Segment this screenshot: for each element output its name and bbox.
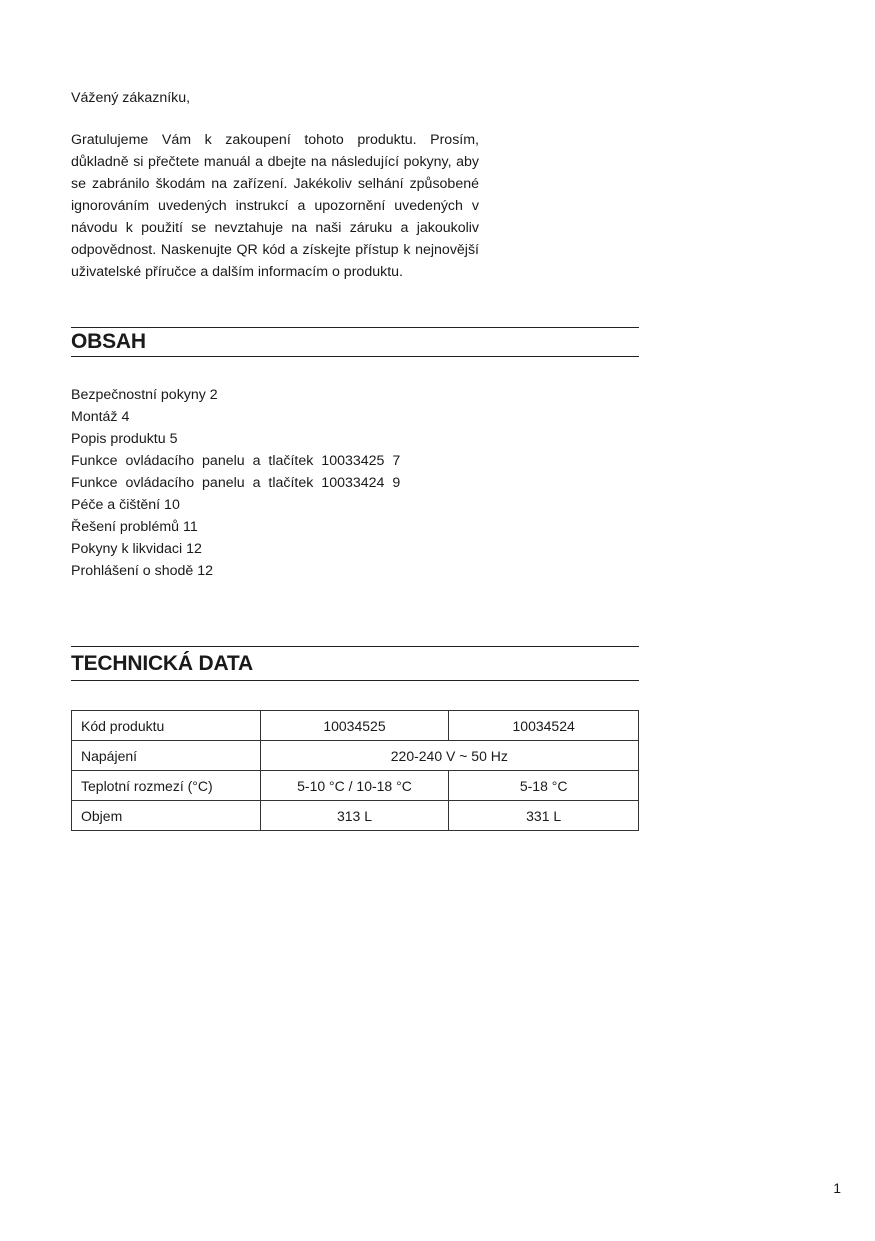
toc-item: Péče a čištění 10: [71, 497, 180, 513]
intro-paragraph: Gratulujeme Vám k zakoupení tohoto produktu. Prosím, důkladně si přečtete manuál a dbejte na následující pokyny, aby se zabránilo škodám na zařízení. Jakékoliv selhání způsobené ignorováním uvedených instrukcí a upozornění uvedených v návodu k použití se nevztahuje na naši záruku a jakoukoliv odpovědnost. Naskenujte QR kód a získejte přístup k nejnovější uživatelské příručce a dalším informacím o produktu.: [71, 132, 479, 280]
page-number: 1: [833, 1180, 841, 1196]
toc-item: Funkce ovládacího panelu a tlačítek 10033425 7: [71, 453, 401, 469]
toc-item: Funkce ovládacího panelu a tlačítek 10033424 9: [71, 475, 401, 491]
row-label: Napájení: [72, 741, 261, 771]
contents-section-header: [71, 327, 639, 357]
toc-item: Bezpečnostní pokyny 2: [71, 387, 218, 403]
table-row: [72, 741, 639, 771]
toc-item: Řešení problémů 11: [71, 519, 198, 535]
cell-value: 10034524: [449, 711, 639, 741]
cell-value: 5-18 °C: [449, 771, 639, 801]
technical-heading: TECHNICKÁ DATA: [71, 652, 253, 675]
cell-value: 220-240 V ~ 50 Hz: [260, 741, 638, 771]
cell-value: 331 L: [449, 801, 639, 831]
greeting: Vážený zákazníku,: [71, 90, 191, 106]
technical-section-header: [71, 646, 639, 681]
cell-value: 313 L: [260, 801, 449, 831]
row-label: Kód produktu: [72, 711, 261, 741]
row-label: Teplotní rozmezí (°C): [72, 771, 261, 801]
table-of-contents: [71, 384, 400, 582]
toc-item: Montáž 4: [71, 409, 130, 425]
toc-item: Pokyny k likvidaci 12: [71, 541, 202, 557]
cell-value: 10034525: [260, 711, 449, 741]
table-row: [72, 771, 639, 801]
table-row: [72, 801, 639, 831]
technical-data-table: [71, 710, 639, 831]
toc-item: Popis produktu 5: [71, 431, 178, 447]
contents-heading: OBSAH: [71, 330, 146, 353]
toc-item: Prohlášení o shodě 12: [71, 563, 213, 579]
row-label: Objem: [72, 801, 261, 831]
table-row: [72, 711, 639, 741]
cell-value: 5-10 °C / 10-18 °C: [260, 771, 449, 801]
